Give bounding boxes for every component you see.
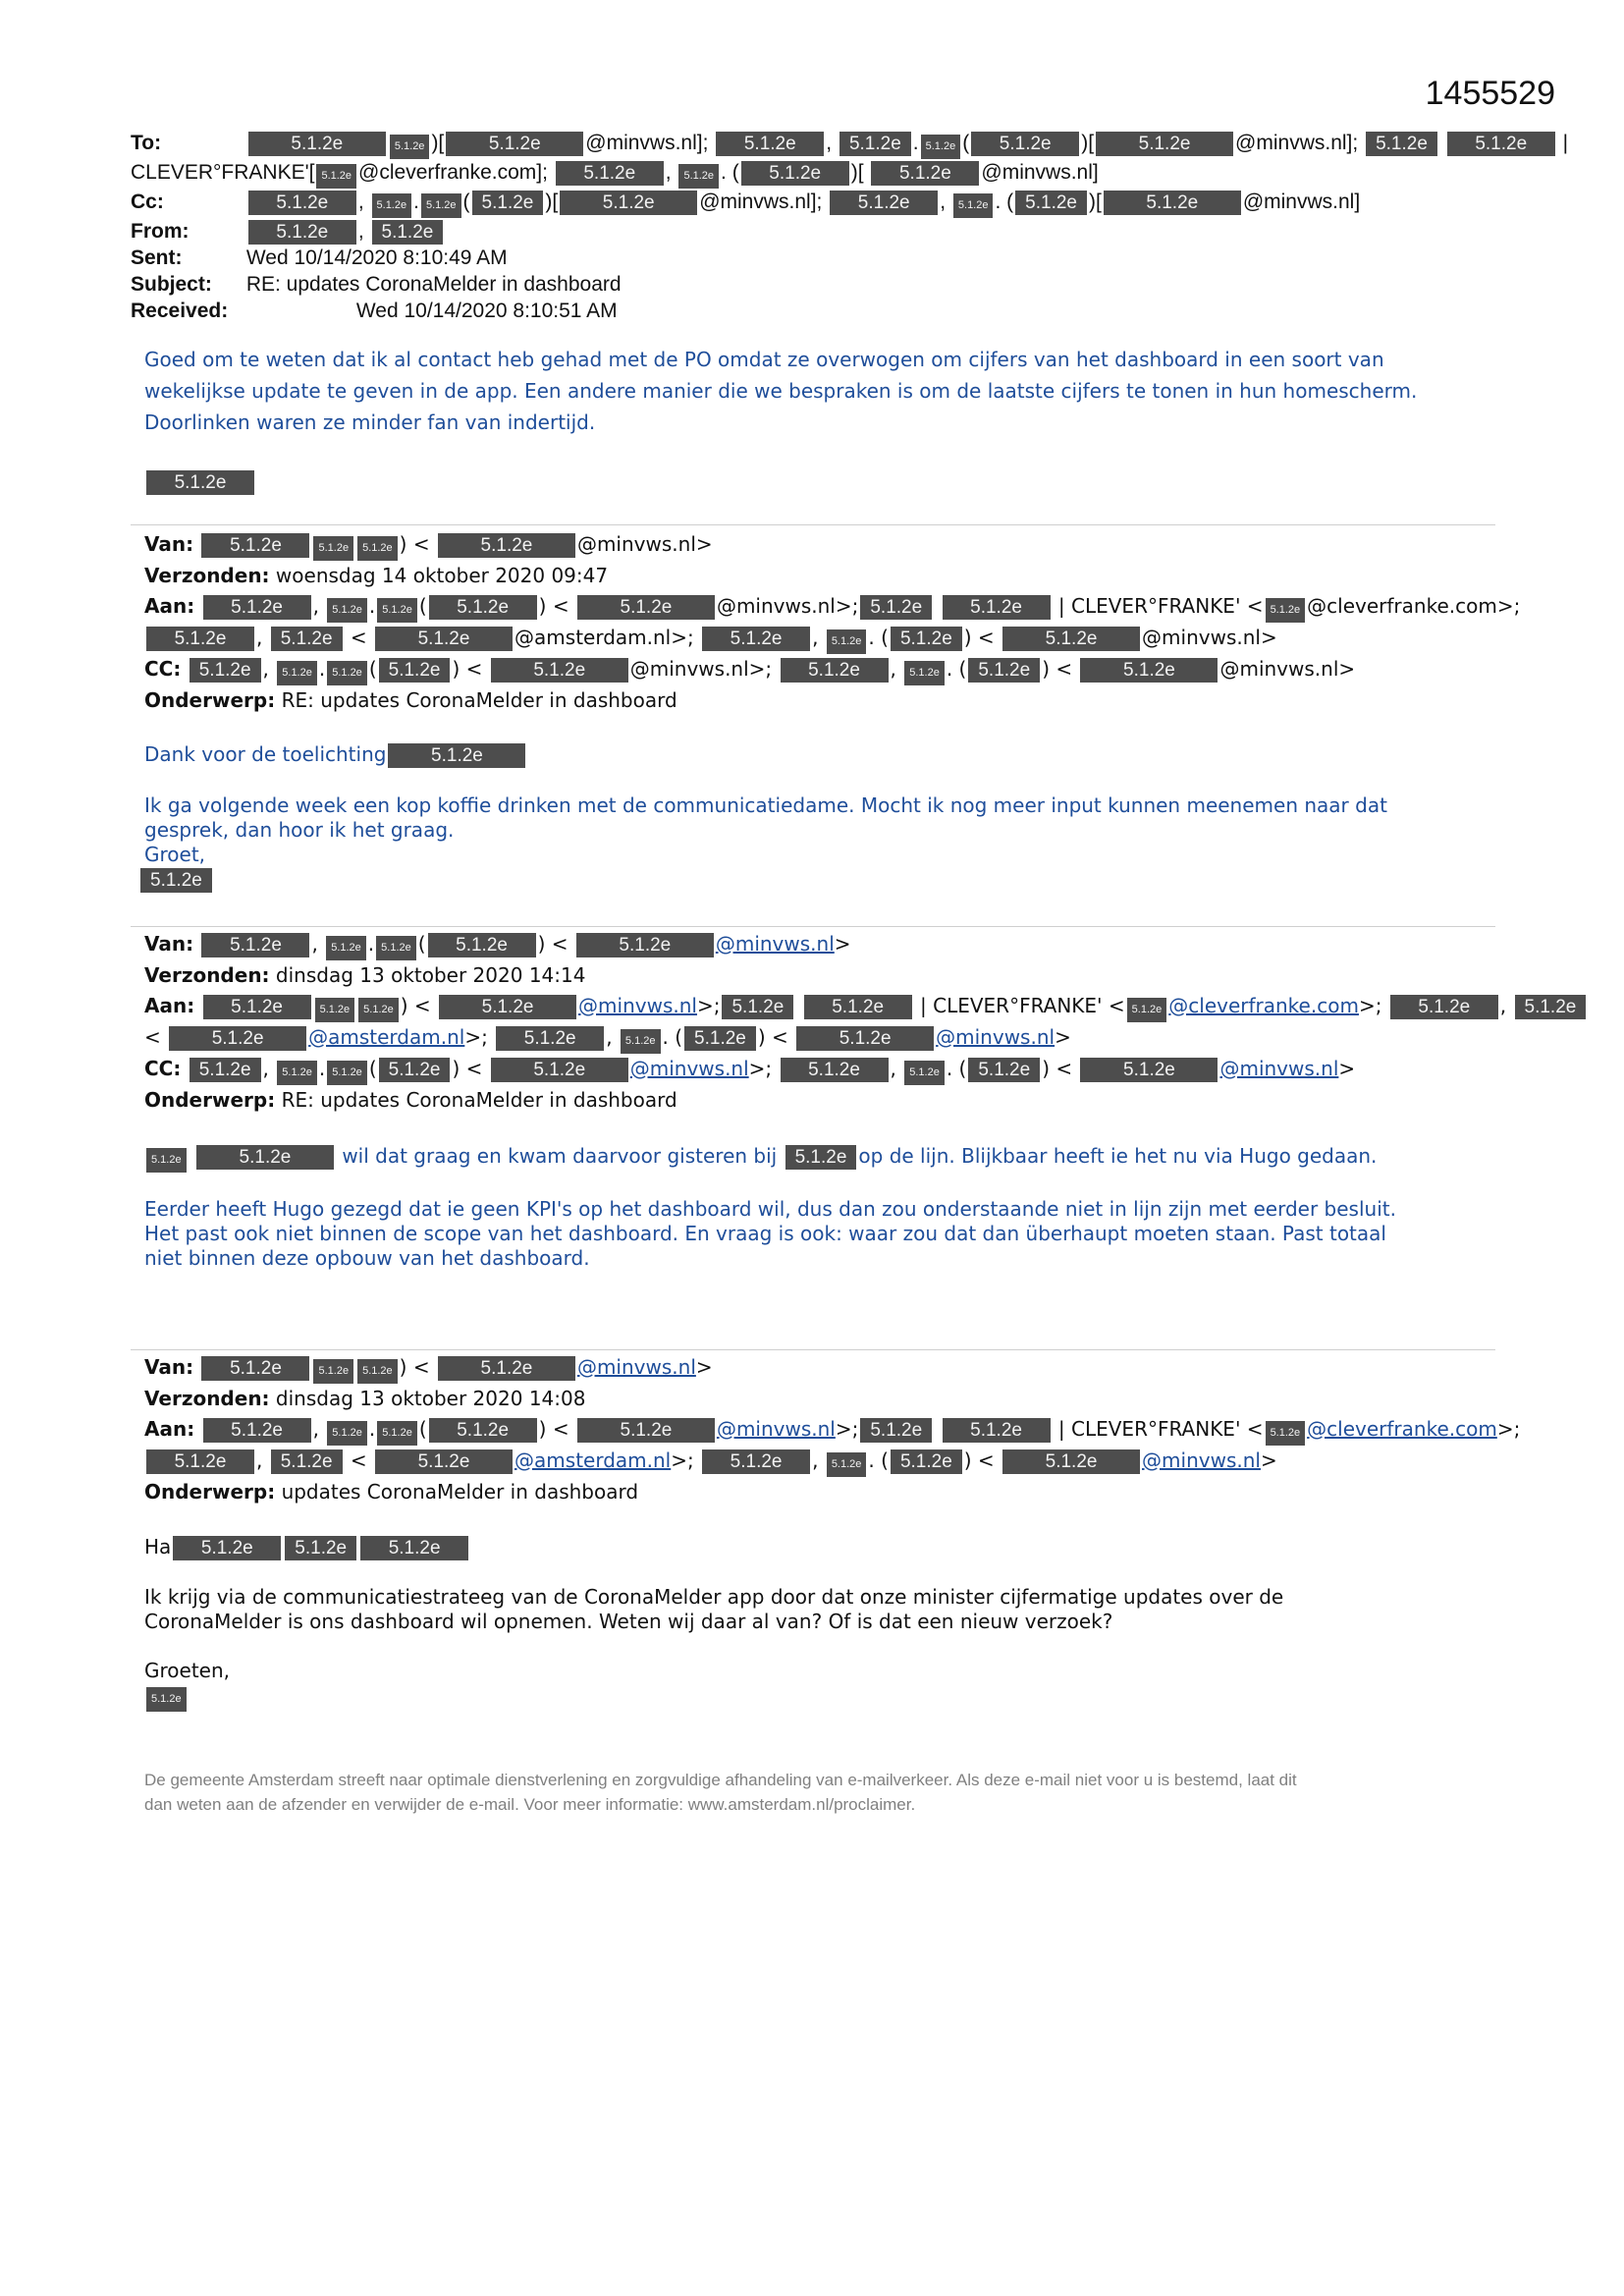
body-line: 5.1.2e 5.1.2e wil dat graag en kwam daarvoor gisteren bij 5.1.2e op de lijn. Blijkbaar heeft ie het nu via Hugo gedaan. [144,1144,1499,1173]
email-link[interactable]: @minvws.nl [716,1417,836,1441]
redaction-box: 5.1.2e [429,1418,537,1443]
van-address: @minvws.nl> [576,532,713,556]
received-row [131,298,1544,324]
redaction-box: 5.1.2e [1096,132,1233,156]
aan-address: @amsterdam.nl>; [514,626,694,649]
body-line: Groeten, [144,1659,231,1682]
cc-address: @minvws.nl> [1219,657,1356,681]
redaction-box: 5.1.2e [146,627,254,651]
redaction-box: 5.1.2e [203,1418,311,1443]
redaction-box: 5.1.2e [684,1026,756,1051]
signature [144,1683,1499,1712]
cc-address: @minvws.nl] [1242,191,1361,213]
redaction-box: 5.1.2e [1080,1058,1218,1082]
redaction-box: 5.1.2e [360,1536,468,1560]
redaction-box: 5.1.2e [196,1145,334,1170]
to-row: To: 5.1.2e 5.1.2e )[ 5.1.2e @minvws.nl]; 5.1.2e , 5.1.2e . 5.1.2e ( 5.1.2e )[ 5.1.2e @minvws.nl]; 5.1.2e 5.1.2e | [131,130,1544,159]
redaction-box: 5.1.2e [1447,132,1555,156]
redaction-box: 5.1.2e [741,161,849,186]
aan-row: Aan: 5.1.2e , 5.1.2e . 5.1.2e ( 5.1.2e ) < 5.1.2e @minvws.nl>; 5.1.2e 5.1.2e | CLEVER°FRANKE' < 5.1.2e @cleverfranke.com>; [144,1414,1499,1446]
redaction-box: 5.1.2e [372,193,412,218]
redaction-box: 5.1.2e [428,933,536,957]
redaction-box: 5.1.2e [891,627,962,651]
email-link[interactable]: @amsterdam.nl [514,1449,672,1472]
redaction-box: 5.1.2e [189,1058,261,1082]
redaction-box: 5.1.2e [556,161,664,186]
email-link[interactable]: @minvws.nl [576,1355,696,1379]
redaction-box: 5.1.2e [377,1421,417,1446]
redaction-box: 5.1.2e [201,933,309,957]
redaction-box: 5.1.2e [446,132,583,156]
redaction-box: 5.1.2e [146,470,254,495]
email-link[interactable]: @cleverfranke.com [1168,994,1359,1017]
sent-label: Sent: [131,246,183,269]
cc-row: CC: 5.1.2e , 5.1.2e . 5.1.2e ( 5.1.2e ) < 5.1.2e @minvws.nl>; 5.1.2e , 5.1.2e . ( 5.1.2e ) < 5.1.2e @minvws.nl> [144,1054,1499,1085]
email-print-header [131,130,1569,324]
redaction-box: 5.1.2e [785,1145,857,1170]
redaction-box: 5.1.2e [439,995,576,1019]
redaction-box: 5.1.2e [375,627,513,651]
redaction-box: 5.1.2e [943,1418,1051,1443]
redaction-box: 5.1.2e [830,191,938,215]
email-link[interactable]: @minvws.nl [936,1025,1056,1049]
aan-row-continued: 5.1.2e , 5.1.2e < 5.1.2e @amsterdam.nl>; 5.1.2e , 5.1.2e . ( 5.1.2e ) < 5.1.2e @minvws.nl> [144,1446,1499,1477]
redaction-box: 5.1.2e [577,595,715,620]
redaction-box: 5.1.2e [429,595,537,620]
redaction-box: 5.1.2e [201,1356,309,1381]
to-address: @minvws.nl]; [1235,132,1359,154]
redaction-box: 5.1.2e [860,1418,932,1443]
to-row-continued: CLEVER°FRANKE'[ 5.1.2e @cleverfranke.com]; 5.1.2e , 5.1.2e . ( 5.1.2e )[ 5.1.2e @minvws.nl] [131,159,1544,189]
body-line: Ik ga volgende week een kop koffie drinken met de communicatiedame. Mocht ik nog meer input kunnen meenemen naar dat [144,793,1387,817]
separator [131,524,1495,525]
body-line: Het past ook niet binnen de scope van het dashboard. En vraag is ook: waar zou dat dan überhaupt moeten staan. Past totaal [144,1222,1386,1245]
redaction-box: 5.1.2e [379,658,451,683]
redaction-box: 5.1.2e [860,595,932,620]
email-link[interactable]: @amsterdam.nl [308,1025,465,1049]
received-label: Received: [131,300,229,322]
redaction-box: 5.1.2e [1002,627,1140,651]
redaction-box: 5.1.2e [203,995,311,1019]
redaction-box: 5.1.2e [146,1687,187,1712]
redaction-box: 5.1.2e [702,1449,810,1474]
body-line: Groet, [144,843,206,866]
redaction-box: 5.1.2e [839,132,911,156]
redaction-box: 5.1.2e [248,132,386,156]
cc-label: Cc: [131,191,164,213]
body-line: Goed om te weten dat ik al contact heb gehad met de PO omdat ze overwogen om cijfers van het dashboard in een soort van [144,348,1384,371]
aan-row-continued: < 5.1.2e @amsterdam.nl>; 5.1.2e , 5.1.2e . ( 5.1.2e ) < 5.1.2e @minvws.nl> [144,1022,1499,1054]
to-label: To: [131,132,162,154]
onderwerp-value: RE: updates CoronaMelder in dashboard [281,1088,677,1112]
body-line: wekelijkse update te geven in de app. Een andere manier die we bespraken is om de laatste cijfers te tonen in hun homescherm. [144,379,1418,403]
redaction-box: 5.1.2e [327,598,367,623]
redaction-box: 5.1.2e [871,161,979,186]
cc-row: Cc: 5.1.2e , 5.1.2e . 5.1.2e ( 5.1.2e )[ 5.1.2e @minvws.nl]; 5.1.2e , 5.1.2e . ( 5.1.2e )[ 5.1.2e @minvws.nl] [131,189,1544,218]
body-line: Doorlinken waren ze minder fan van indertijd. [144,410,596,434]
redaction-box: 5.1.2e [1127,998,1167,1022]
sent-value: Wed 10/14/2020 8:10:49 AM [245,246,508,269]
redaction-box: 5.1.2e [277,1061,317,1085]
redaction-box: 5.1.2e [248,220,356,245]
redaction-box: 5.1.2e [1515,995,1587,1019]
redaction-box: 5.1.2e [1104,191,1241,215]
onderwerp-value: updates CoronaMelder in dashboard [281,1480,639,1503]
redaction-box: 5.1.2e [781,658,889,683]
subject-row [131,271,1544,298]
disclaimer-line: De gemeente Amsterdam streeft naar optimale dienstverlening en zorgvuldige afhandeling van e-mailverkeer. Als deze e-mail niet voor u is bestemd, laat dit [144,1771,1297,1789]
email-link[interactable]: @minvws.nl [715,932,835,956]
separator [131,1349,1495,1350]
redaction-box: 5.1.2e [379,1058,451,1082]
redaction-box: 5.1.2e [327,1061,367,1085]
redaction-box: 5.1.2e [1002,1449,1140,1474]
signature [138,867,1499,893]
redaction-box: 5.1.2e [891,1449,962,1474]
aan-clever-franke: | CLEVER°FRANKE' < [1057,594,1264,618]
redaction-box: 5.1.2e [1266,598,1306,623]
quoted-email-2 [144,929,1577,1116]
to-address: @cleverfranke.com]; [358,161,548,184]
email-link[interactable]: @minvws.nl [1219,1057,1339,1080]
van-row: Van: 5.1.2e , 5.1.2e . 5.1.2e ( 5.1.2e ) < 5.1.2e @minvws.nl> [144,929,1499,960]
redaction-box: 5.1.2e [357,1359,398,1384]
onderwerp-row: Onderwerp: updates CoronaMelder in dashboard [144,1480,639,1503]
aan-row: Aan: 5.1.2e , 5.1.2e . 5.1.2e ( 5.1.2e ) < 5.1.2e @minvws.nl>; 5.1.2e 5.1.2e | CLEVER°FRANKE' < 5.1.2e @cleverfranke.com>; [144,591,1499,623]
redaction-box: 5.1.2e [189,658,261,683]
redaction-box: 5.1.2e [496,1026,604,1051]
cc-row: CC: 5.1.2e , 5.1.2e . 5.1.2e ( 5.1.2e ) < 5.1.2e @minvws.nl>; 5.1.2e , 5.1.2e . ( 5.1.2e ) < 5.1.2e @minvws.nl> [144,654,1499,685]
van-row: Van: 5.1.2e 5.1.2e 5.1.2e ) < 5.1.2e @minvws.nl> [144,1352,1499,1384]
redaction-box: 5.1.2e [271,1449,343,1474]
received-value: Wed 10/14/2020 8:10:51 AM [355,300,618,322]
redaction-box: 5.1.2e [722,995,793,1019]
onderwerp-row: Onderwerp: RE: updates CoronaMelder in dashboard [144,1088,677,1112]
sent-row [131,245,1544,271]
aan-address: @minvws.nl> [1142,626,1277,649]
separator [131,926,1495,927]
redaction-box: 5.1.2e [201,533,309,558]
to-address: @minvws.nl]; [585,132,709,154]
redaction-box: 5.1.2e [1390,995,1498,1019]
redaction-box: 5.1.2e [315,998,355,1022]
redaction-box: 5.1.2e [390,135,430,159]
subject-value: RE: updates CoronaMelder in dashboard [245,273,622,296]
redaction-box: 5.1.2e [1266,1421,1306,1446]
verzonden-row: Verzonden: woensdag 14 oktober 2020 09:47 [144,564,609,587]
greeting-line: Ha 5.1.2e 5.1.2e 5.1.2e [144,1535,1499,1560]
redaction-box: 5.1.2e [621,1029,661,1054]
redaction-box: 5.1.2e [146,1449,254,1474]
redaction-box: 5.1.2e [326,936,366,960]
email-link[interactable]: @minvws.nl [1142,1449,1261,1472]
verzonden-value: woensdag 14 oktober 2020 09:47 [275,564,609,587]
redaction-box: 5.1.2e [491,1058,628,1082]
redaction-box: 5.1.2e [781,1058,889,1082]
cc-address: @minvws.nl>; [629,657,773,681]
aan-row: Aan: 5.1.2e 5.1.2e 5.1.2e ) < 5.1.2e @minvws.nl>; 5.1.2e 5.1.2e | CLEVER°FRANKE' < 5.1.2e @cleverfranke.com>; 5.1.2e , 5.1.2e [144,991,1499,1022]
redaction-box: 5.1.2e [491,658,628,683]
redaction-box: 5.1.2e [438,1356,575,1381]
document-number: 1455529 [1425,75,1555,112]
redaction-box: 5.1.2e [203,595,311,620]
redaction-box: 5.1.2e [1080,658,1218,683]
verzonden-value: dinsdag 13 oktober 2020 14:08 [275,1387,586,1410]
redaction-box: 5.1.2e [904,1061,945,1085]
cc-address: @minvws.nl]; [699,191,823,213]
verzonden-row: Verzonden: dinsdag 13 oktober 2020 14:08 [144,1387,586,1410]
redaction-box: 5.1.2e [921,135,961,159]
to-address: @minvws.nl] [981,161,1099,184]
redaction-box: 5.1.2e [146,1148,187,1173]
subject-label: Subject: [131,273,212,296]
redaction-box: 5.1.2e [577,1418,715,1443]
aan-address: @cleverfranke.com>; [1307,594,1521,618]
redaction-box: 5.1.2e [1015,191,1087,215]
from-label: From: [131,220,189,243]
redaction-box: 5.1.2e [277,661,317,685]
body-line: CoronaMelder is ons dashboard wil opnemen. Weten wij daar al van? Of is dat een nieuw verzoek? [144,1610,1113,1633]
redaction-box: 5.1.2e [1366,132,1437,156]
quoted-email-3-body [144,1535,1499,1712]
redaction-box: 5.1.2e [576,933,714,957]
redaction-box: 5.1.2e [968,658,1040,683]
redaction-box: 5.1.2e [285,1536,356,1560]
redaction-box: 5.1.2e [372,220,444,245]
redaction-box: 5.1.2e [804,995,912,1019]
redaction-box: 5.1.2e [377,598,417,623]
aan-clever-franke: | CLEVER°FRANKE' < [920,994,1125,1017]
onderwerp-value: RE: updates CoronaMelder in dashboard [281,688,677,712]
email-link[interactable]: @minvws.nl [578,994,697,1017]
redaction-box: 5.1.2e [375,1449,513,1474]
verzonden-row: Verzonden: dinsdag 13 oktober 2020 14:14 [144,963,586,987]
quoted-email-1-body [144,742,1499,893]
reply-body [144,344,1499,497]
redaction-box: 5.1.2e [421,193,461,218]
onderwerp-row: Onderwerp: RE: updates CoronaMelder in dashboard [144,688,677,712]
body-line: gesprek, dan hoor ik het graag. [144,818,455,842]
van-row: Van: 5.1.2e 5.1.2e 5.1.2e ) < 5.1.2e @minvws.nl> [144,529,1499,561]
quoted-email-2-body [144,1144,1499,1271]
email-link[interactable]: @cleverfranke.com [1307,1417,1497,1441]
redaction-box: 5.1.2e [702,627,810,651]
from-row: From: 5.1.2e , 5.1.2e [131,218,1544,245]
quoted-email-1 [144,529,1521,716]
redaction-box: 5.1.2e [169,1026,306,1051]
quoted-email-3 [144,1352,1521,1507]
disclaimer-line: dan weten aan de afzender en verwijder de e-mail. Voor meer informatie: www.amsterdam.nl/proclaimer. [144,1795,916,1814]
redaction-box: 5.1.2e [716,132,824,156]
redaction-box: 5.1.2e [827,629,867,654]
redaction-box: 5.1.2e [313,1359,353,1384]
redaction-box: 5.1.2e [560,191,697,215]
aan-clever-franke: | CLEVER°FRANKE' < [1057,1417,1264,1441]
redaction-box: 5.1.2e [327,1421,367,1446]
signature [144,465,1499,497]
aan-row-continued: 5.1.2e , 5.1.2e < 5.1.2e @amsterdam.nl>; 5.1.2e , 5.1.2e . ( 5.1.2e ) < 5.1.2e @minvws.nl> [144,623,1499,654]
verzonden-value: dinsdag 13 oktober 2020 14:14 [275,963,586,987]
body-line: niet binnen deze opbouw van het dashboard. [144,1246,590,1270]
redaction-box: 5.1.2e [968,1058,1040,1082]
redaction-box: 5.1.2e [173,1536,281,1560]
redaction-box: 5.1.2e [248,191,356,215]
redaction-box: 5.1.2e [438,533,575,558]
redaction-box: 5.1.2e [388,743,525,768]
redaction-box: 5.1.2e [827,1452,867,1477]
email-link[interactable]: @minvws.nl [629,1057,749,1080]
disclaimer [144,1768,1489,1817]
redaction-box: 5.1.2e [953,193,994,218]
redaction-box: 5.1.2e [943,595,1051,620]
redaction-box: 5.1.2e [796,1026,934,1051]
to-clever-franke: CLEVER°FRANKE'[ [131,161,315,184]
redaction-box: 5.1.2e [357,536,398,561]
redaction-box: 5.1.2e [327,661,367,685]
redaction-box: 5.1.2e [140,868,212,893]
redaction-box: 5.1.2e [904,661,945,685]
body-line: Ik krijg via de communicatiestrateeg van de CoronaMelder app door dat onze minister cijfermatige updates over de [144,1585,1284,1609]
redaction-box: 5.1.2e [358,998,399,1022]
redaction-box: 5.1.2e [472,191,544,215]
aan-address: @minvws.nl>; [716,594,859,618]
redaction-box: 5.1.2e [271,627,343,651]
redaction-box: 5.1.2e [376,936,416,960]
body-line: Dank voor de toelichting 5.1.2e [144,742,1499,768]
redaction-box: 5.1.2e [316,164,356,189]
redaction-box: 5.1.2e [313,536,353,561]
redaction-box: 5.1.2e [971,132,1079,156]
body-line: Eerder heeft Hugo gezegd dat ie geen KPI's op het dashboard wil, dus dan zou onderstaande niet in lijn zijn met eerder besluit. [144,1197,1396,1221]
redaction-box: 5.1.2e [678,164,719,189]
